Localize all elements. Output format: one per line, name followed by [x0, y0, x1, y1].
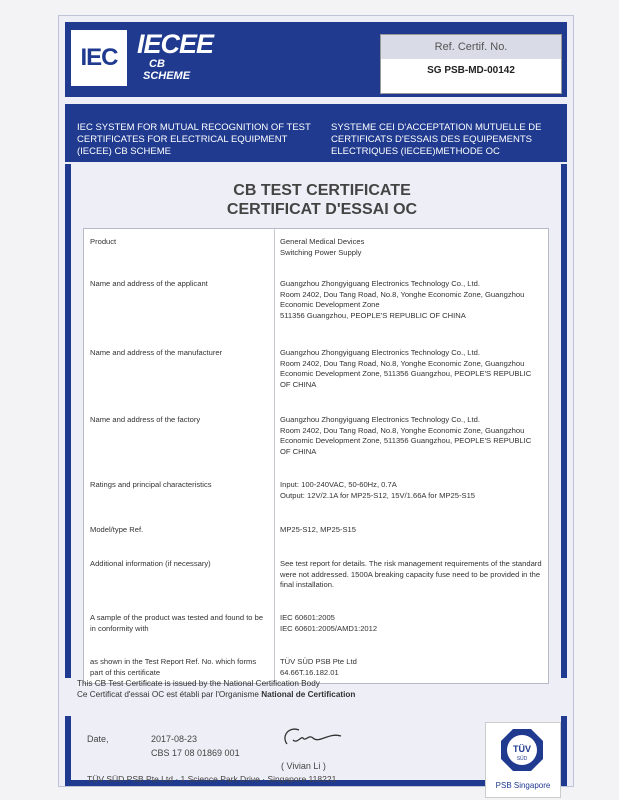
row-label-product: Product — [90, 237, 117, 246]
row-value-test-report: TÜV SÜD PSB Pte Ltd 64.66T.16.182.01 — [280, 657, 357, 677]
certificate-title-fr: CERTIFICAT D'ESSAI OC — [226, 201, 418, 218]
row-value-product: General Medical Devices Switching Power Supply — [280, 237, 365, 257]
ref-certificate-number: SG PSB-MD-00142 — [427, 65, 515, 76]
tuv-sud-badge — [485, 722, 561, 798]
header-band — [65, 22, 567, 97]
issuing-statement-fr — [65, 689, 567, 700]
row-value-applicant: Guangzhou Zhongyiguang Electronics Technology Co., Ltd. Room 2402, Dou Tang Road, No.8, Yonghe Economic Zone, Guangzhou Economic Development Zone 511356 Guangzhou, PEOPLE'S REPUBLIC OF CHINA — [280, 279, 525, 320]
row-value-conformity: IEC 60601:2005 IEC 60601:2005/AMD1:2012 — [280, 613, 378, 633]
issuing-body-statement — [65, 678, 567, 700]
row-value-model: MP25-S12, MP25-S15 — [280, 525, 356, 534]
signature-image — [279, 722, 349, 752]
tuv-logo-subtext: SÜD — [516, 756, 528, 762]
iecee-logo-line2: CB — [149, 58, 165, 70]
iec-logo-text: IEC — [80, 44, 118, 71]
iecee-logo — [137, 30, 222, 90]
issuing-statement-en: This CB Test Certificate is issued by the National Certification Body — [77, 679, 320, 688]
certificate-body — [65, 164, 567, 678]
row-label-ratings: Ratings and principal characteristics — [90, 480, 212, 489]
system-band — [65, 104, 567, 162]
column-divider — [274, 229, 275, 683]
system-title-en: IEC SYSTEM FOR MUTUAL RECOGNITION OF TEST CERTIFICATES FOR ELECTRICAL EQUIPMENT (IECEE) CB SCHEME — [77, 122, 311, 157]
row-value-ratings: Input: 100-240VAC, 50-60Hz, 0.7A Output: 12V/2.1A for MP25-S12, 15V/1.66A for MP25-S15 — [280, 480, 476, 500]
row-value-manufacturer: Guangzhou Zhongyiguang Electronics Technology Co., Ltd. Room 2402, Dou Tang Road, No.8, Yonghe Economic Zone, Guangzhou Economic Development Zone, 511356 Guangzhou, PEOPLE'S REPUBLIC OF CHINA — [280, 348, 532, 389]
row-label-factory: Name and address of the factory — [90, 415, 201, 424]
iecee-logo-main: IECEE — [137, 29, 214, 59]
row-label-manufacturer: Name and address of the manufacturer — [90, 348, 223, 357]
row-label-applicant: Name and address of the applicant — [90, 279, 208, 288]
row-value-factory: Guangzhou Zhongyiguang Electronics Technology Co., Ltd. Room 2402, Dou Tang Road, No.8, Yonghe Economic Zone, Guangzhou Economic Development Zone, 511356 Guangzhou, PEOPLE'S REPUBLIC OF CHINA — [280, 415, 532, 456]
row-label-model: Model/type Ref. — [90, 525, 144, 534]
issuing-statement-fr-prefix: Ce Certificat d'essai OC est établi par l'Organisme — [77, 690, 262, 699]
system-title-fr: SYSTEME CEI D'ACCEPTATION MUTUELLE DE CERTIFICATS D'ESSAIS DES EQUIPEMENTS ELECTRIQUES (IECEE)METHODE OC — [331, 122, 542, 157]
tuv-badge-caption: PSB Singapore — [495, 781, 551, 790]
date-label: Date, — [87, 734, 109, 744]
row-label-test-report: as shown in the Test Report Ref. No. which forms part of this certificate — [90, 657, 257, 677]
row-label-conformity: A sample of the product was tested and found to be in conformity with — [90, 613, 264, 633]
row-value-additional-info: See test report for details. The risk management requirements of the standard were not addressed. 1500A breaking capacity fuse need to be provided in the final installation. — [280, 559, 542, 589]
date-value: 2017-08-23 — [151, 734, 198, 744]
signature-section — [65, 716, 567, 790]
tuv-logo-icon — [499, 727, 545, 773]
row-label-additional-info: Additional information (if necessary) — [90, 559, 211, 568]
certificate-page — [58, 15, 574, 790]
certificate-details-table — [83, 228, 549, 684]
tuv-logo-text: TÜV — [513, 744, 531, 754]
iecee-logo-line3: SCHEME — [143, 70, 191, 82]
certificate-title-en: CB TEST CERTIFICATE — [233, 182, 411, 199]
ref-certificate-label: Ref. Certif. No. — [381, 35, 561, 59]
issuing-statement-fr-bold: National de Certification — [261, 690, 356, 699]
ref-certificate-box — [380, 34, 562, 94]
iec-logo — [69, 28, 129, 88]
signer-name: ( Vivian Li ) — [281, 761, 326, 771]
issuer-address: TÜV SÜD PSB Pte Ltd · 1 Science Park Drive · Singapore 118221 — [87, 774, 337, 784]
certificate-code: CBS 17 08 01869 001 — [151, 748, 240, 758]
